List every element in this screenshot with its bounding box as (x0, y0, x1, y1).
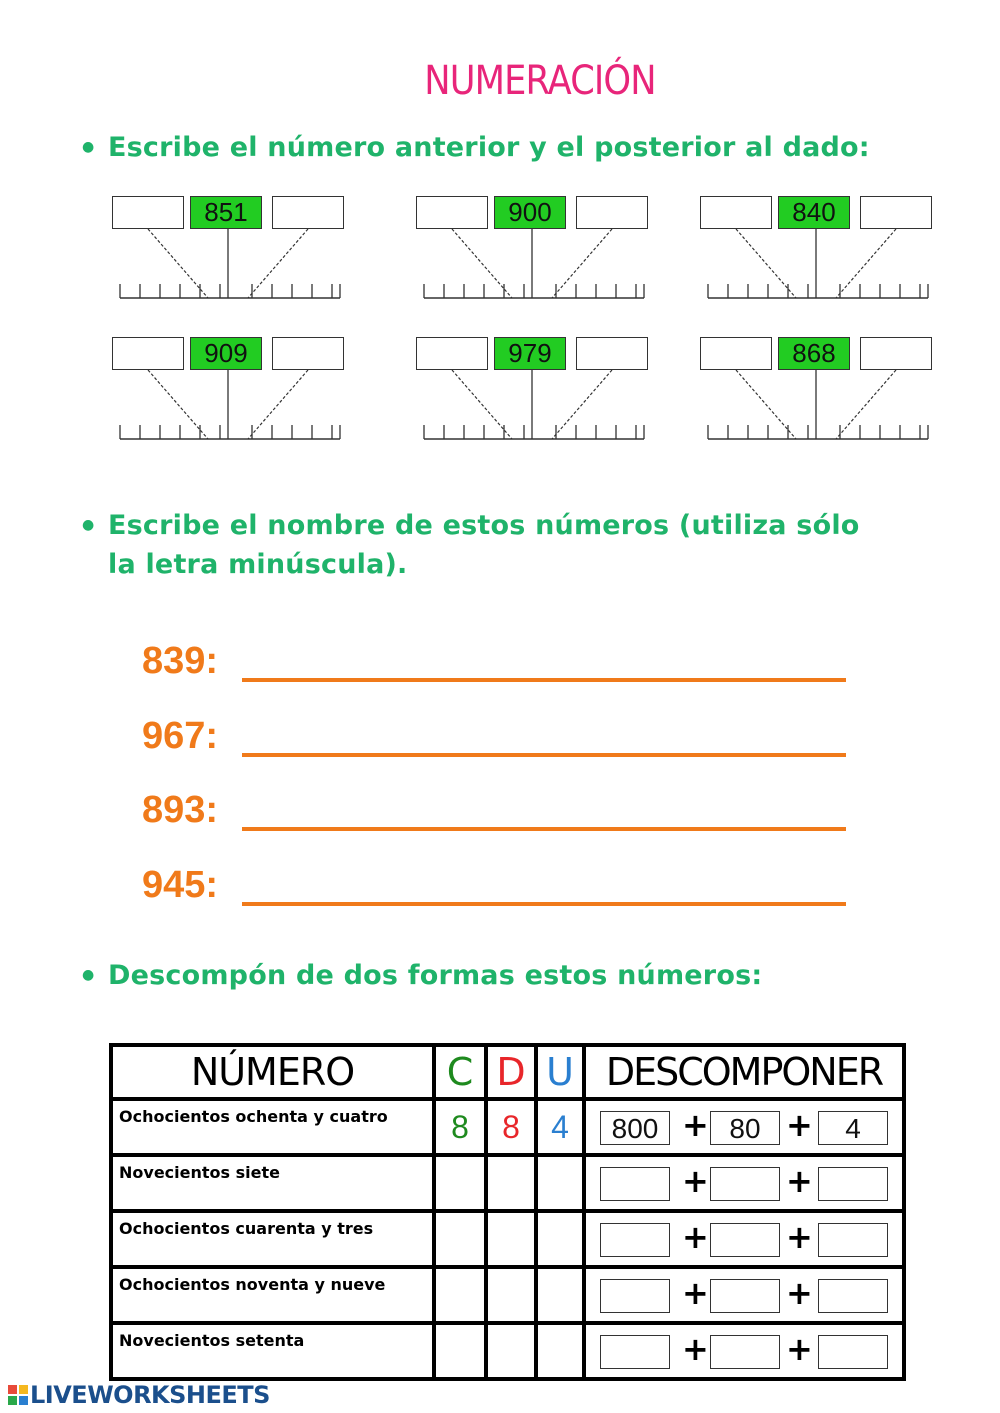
previous-number-input[interactable] (112, 337, 184, 370)
units-input[interactable] (818, 1223, 888, 1257)
name-line-4[interactable] (142, 864, 218, 907)
units-input[interactable] (818, 1167, 888, 1201)
d-input[interactable] (486, 1267, 536, 1323)
previous-number-input[interactable] (416, 196, 488, 229)
given-number: 840 (778, 196, 850, 229)
decomposition-cell (584, 1211, 904, 1267)
decomposition-table (109, 1043, 906, 1381)
u-input[interactable] (536, 1267, 584, 1323)
plus-sign: + (682, 1106, 709, 1144)
decomposition-cell (584, 1267, 904, 1323)
c-input[interactable]: 8 (434, 1099, 486, 1155)
table-row (111, 1211, 904, 1267)
units-input[interactable] (818, 1335, 888, 1369)
given-number: 900 (494, 196, 566, 229)
table-row (111, 1099, 904, 1155)
number-name: Ochocientos cuarenta y tres (111, 1211, 434, 1267)
instruction-1-text: Escribe el número anterior y el posterior al dado: (108, 132, 870, 163)
page-title: NUMERACIÓN (424, 58, 656, 104)
plus-sign: + (786, 1106, 813, 1144)
c-input[interactable] (434, 1211, 486, 1267)
header-u: U (536, 1045, 584, 1099)
liveworksheets-logo (8, 1381, 270, 1409)
previous-number-input[interactable] (112, 196, 184, 229)
name-line-2[interactable] (142, 715, 218, 758)
hundreds-input[interactable] (600, 1279, 670, 1313)
d-input[interactable] (486, 1155, 536, 1211)
given-number: 868 (778, 337, 850, 370)
c-input[interactable] (434, 1323, 486, 1379)
number-name: Novecientos siete (111, 1155, 434, 1211)
number-line-exercise (416, 337, 656, 447)
hundreds-input[interactable]: 800 (600, 1111, 670, 1145)
d-input[interactable] (486, 1211, 536, 1267)
decomposition-cell (584, 1155, 904, 1211)
next-number-input[interactable] (576, 196, 648, 229)
tens-input[interactable] (710, 1335, 780, 1369)
name-line-number: 945: (142, 864, 219, 906)
bullet-icon: ● (82, 139, 95, 155)
number-line-exercise (700, 337, 940, 447)
instruction-2-line1: Escribe el nombre de estos números (utiliza sólo (108, 510, 860, 541)
table-row (111, 1267, 904, 1323)
name-line-3[interactable] (142, 789, 218, 832)
tens-input[interactable]: 80 (710, 1111, 780, 1145)
instruction-3-text: Descompón de dos formas estos números: (108, 960, 763, 991)
hundreds-input[interactable] (600, 1223, 670, 1257)
instruction-2 (82, 506, 860, 584)
number-line-exercise (416, 196, 656, 306)
c-input[interactable] (434, 1267, 486, 1323)
name-line-1[interactable] (142, 640, 218, 683)
table-row (111, 1323, 904, 1379)
plus-sign: + (682, 1274, 709, 1312)
u-input[interactable]: 4 (536, 1099, 584, 1155)
u-input[interactable] (536, 1155, 584, 1211)
bullet-icon: ● (82, 967, 95, 983)
given-number: 979 (494, 337, 566, 370)
next-number-input[interactable] (860, 196, 932, 229)
units-input[interactable] (818, 1279, 888, 1313)
instruction-1 (82, 128, 870, 167)
header-numero: NÚMERO (111, 1045, 434, 1099)
name-line-number: 893: (142, 789, 219, 831)
logo-icon (8, 1385, 28, 1405)
instruction-3 (82, 956, 762, 995)
plus-sign: + (786, 1218, 813, 1256)
next-number-input[interactable] (272, 196, 344, 229)
tens-input[interactable] (710, 1223, 780, 1257)
bullet-icon: ● (82, 517, 95, 533)
table-row (111, 1155, 904, 1211)
d-input[interactable] (486, 1323, 536, 1379)
plus-sign: + (682, 1162, 709, 1200)
number-name: Novecientos setenta (111, 1323, 434, 1379)
plus-sign: + (682, 1330, 709, 1368)
plus-sign: + (786, 1162, 813, 1200)
given-number: 909 (190, 337, 262, 370)
name-line-underline[interactable] (242, 753, 846, 757)
u-input[interactable] (536, 1211, 584, 1267)
name-line-underline[interactable] (242, 678, 846, 682)
hundreds-input[interactable] (600, 1167, 670, 1201)
plus-sign: + (682, 1218, 709, 1256)
hundreds-input[interactable] (600, 1335, 670, 1369)
number-name: Ochocientos noventa y nueve (111, 1267, 434, 1323)
units-input[interactable]: 4 (818, 1111, 888, 1145)
number-line-exercise (700, 196, 940, 306)
logo-text: LIVEWORKSHEETS (30, 1381, 270, 1409)
name-line-number: 967: (142, 715, 219, 757)
decomposition-cell (584, 1099, 904, 1155)
number-line-exercise (112, 196, 352, 306)
plus-sign: + (786, 1330, 813, 1368)
given-number: 851 (190, 196, 262, 229)
name-line-number: 839: (142, 640, 219, 682)
d-input[interactable]: 8 (486, 1099, 536, 1155)
number-name: Ochocientos ochenta y cuatro (111, 1099, 434, 1155)
c-input[interactable] (434, 1155, 486, 1211)
previous-number-input[interactable] (700, 196, 772, 229)
name-line-underline[interactable] (242, 827, 846, 831)
next-number-input[interactable] (576, 337, 648, 370)
decomposition-cell (584, 1323, 904, 1379)
tens-input[interactable] (710, 1167, 780, 1201)
previous-number-input[interactable] (416, 337, 488, 370)
table-header-row (111, 1045, 904, 1099)
header-c: C (434, 1045, 486, 1099)
header-d: D (486, 1045, 536, 1099)
name-line-underline[interactable] (242, 902, 846, 906)
previous-number-input[interactable] (700, 337, 772, 370)
plus-sign: + (786, 1274, 813, 1312)
tens-input[interactable] (710, 1279, 780, 1313)
next-number-input[interactable] (860, 337, 932, 370)
u-input[interactable] (536, 1323, 584, 1379)
instruction-2-line2: la letra minúscula). (108, 549, 408, 580)
header-descomponer: DESCOMPONER (584, 1045, 904, 1099)
number-line-exercise (112, 337, 352, 447)
next-number-input[interactable] (272, 337, 344, 370)
